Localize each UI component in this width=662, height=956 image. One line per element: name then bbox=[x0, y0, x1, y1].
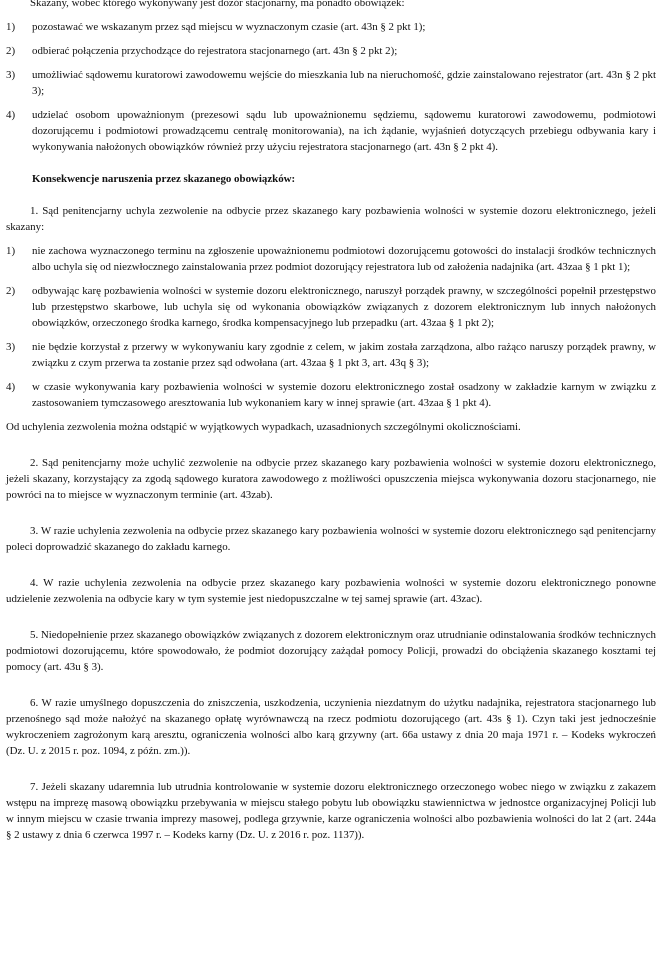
item-number: 4) bbox=[6, 109, 16, 121]
intro-paragraph: Skazany, wobec którego wykonywany jest dozór stacjonarny, ma ponadto obowiązek: bbox=[30, 0, 405, 9]
obligation-item-3 bbox=[6, 67, 656, 99]
paragraph-7: 7. Jeżeli skazany udaremnia lub utrudnia kontrolowanie w systemie dozoru elektronicznego orzeczonego wobec niego w związku z zakazem wstępu na imprezę masową obowiązku przebywania w miejscu stałego pobytu lub obowiązku stawiennictwa w jednostce organizacyjnej Policji lub w innym miejscu w czasie trwania imprezy masowej, podlega grzywnie, karze ograniczenia wolności albo pozbawienia wolności do lat 2 (art. 244a § 2 ustawy z dnia 6 czerwca 1997 r. – Kodeks karny (Dz. U. z 2016 r. poz. 1137)). bbox=[6, 781, 656, 841]
item-text: odbierać połączenia przychodzące do rejestratora stacjonarnego (art. 43n § 2 pkt 2); bbox=[32, 45, 398, 57]
item-text: nie zachowa wyznaczonego terminu na zgłoszenie upoważnionemu podmiotowi dozorującemu gotowości do instalacji środków technicznych albo uchyla się od niezwłocznego zainstalowania przez podmiot dozorujący rejestratora lub od założenia nadajnika (art. 43zaa § 1 pkt 1); bbox=[32, 245, 656, 273]
item-text: pozostawać we wskazanym przez sąd miejscu w wyznaczonym czasie (art. 43n § 2 pkt 1); bbox=[32, 21, 426, 33]
item-number: 4) bbox=[6, 381, 16, 393]
paragraph-4: 4. W razie uchylenia zezwolenia na odbycie przez skazanego kary pozbawienia wolności w systemie dozoru elektronicznego ponowne udzielenie zezwolenia na odbycie kary w tym systemie jest niedopuszczalne w tej samej sprawie (art. 43zac). bbox=[6, 577, 656, 605]
paragraph-1-intro: 1. Sąd penitencjarny uchyla zezwolenie na odbycie przez skazanego kary pozbawienia wolności w systemie dozoru elektronicznego, jeżeli skazany: bbox=[6, 205, 656, 233]
paragraph-6: 6. W razie umyślnego dopuszczenia do zniszczenia, uszkodzenia, uczynienia niezdatnym do użytku nadajnika, rejestratora stacjonarnego lub przenośnego sąd może nałożyć na skazanego opłatę wyrównawczą na rzecz podmiotu dozorującego (art. 43s § 1). Czyn taki jest jednocześnie wykroczeniem zagrożonym karą aresztu, ograniczenia wolności albo karą grzywny (art. 66a ustawy z dnia 20 maja 1971 r. – Kodeks wykroczeń (Dz. U. z 2015 r. poz. 1094, z późn. zm.)). bbox=[6, 697, 656, 757]
item-number: 1) bbox=[6, 21, 16, 33]
revocation-item-1 bbox=[6, 243, 656, 275]
paragraph-2: 2. Sąd penitencjarny może uchylić zezwolenie na odbycie przez skazanego kary pozbawienia wolności w systemie dozoru elektronicznego, jeżeli skazany, korzystający za zgodą sądowego kuratora zawodowego z możliwości opuszczenia miejsca wykonywania dozoru stacjonarnego, nie powróci na to miejsce w wyznaczonym terminie (art. 43zab). bbox=[6, 457, 656, 501]
revocation-item-2 bbox=[6, 283, 656, 331]
item-number: 2) bbox=[6, 45, 16, 57]
revocation-item-3 bbox=[6, 339, 656, 371]
item-text: odbywając karę pozbawienia wolności w systemie dozoru elektronicznego, naruszył porządek prawny, w szczególności popełnił przestępstwo lub przestępstwo skarbowe, lub uchyla się od wykonania obowiązków związanych z dozorem elektronicznym lub innych nałożonych obowiązków, orzeczonego środka karnego, środka kompensacyjnego lub przepadku (art. 43zaa § 1 pkt 2); bbox=[32, 285, 656, 329]
exception-paragraph: Od uchylenia zezwolenia można odstąpić w wyjątkowych wypadkach, uzasadnionych szczególnymi okolicznościami. bbox=[6, 421, 521, 433]
obligation-item-2 bbox=[6, 43, 656, 59]
item-text: nie będzie korzystał z przerwy w wykonywaniu kary zgodnie z celem, w jakim została zarządzona, albo rażąco naruszy porządek prawny, w związku z czym przerwa ta zostanie przez sąd odwołana (art. 43zaa § 1 pkt 3, art. 43q § 3); bbox=[32, 341, 656, 369]
item-number: 3) bbox=[6, 341, 16, 353]
obligation-item-1 bbox=[6, 19, 656, 35]
item-number: 2) bbox=[6, 285, 16, 297]
paragraph-5: 5. Niedopełnienie przez skazanego obowiązków związanych z dozorem elektronicznym oraz utrudnianie odinstalowania środków technicznych podmiotowi dozorującemu, które spowodowało, że podmiot dozorujący zażądał pomocy Policji, prowadzi do obciążenia skazanego kosztami tej pomocy (art. 43u § 3). bbox=[6, 629, 656, 673]
item-text: umożliwiać sądowemu kuratorowi zawodowemu wejście do mieszkania lub na nieruchomość, gdzie zainstalowano rejestrator (art. 43n § 2 pkt 3); bbox=[32, 69, 656, 97]
section-heading: Konsekwencje naruszenia przez skazanego obowiązków: bbox=[32, 173, 296, 185]
paragraph-3: 3. W razie uchylenia zezwolenia na odbycie przez skazanego kary pozbawienia wolności w systemie dozoru elektronicznego sąd penitencjarny poleci doprowadzić skazanego do zakładu karnego. bbox=[6, 525, 656, 553]
item-text: udzielać osobom upoważnionym (prezesowi sądu lub upoważnionemu sędziemu, sądowemu kuratorowi zawodowemu, podmiotowi dozorującemu i podmiotowi prowadzącemu centralę monitorowania), na ich żądanie, wyjaśnień dotyczących przebiegu odbywania kary i wykonywania nałożonych obowiązków również przy użyciu rejestratora stacjonarnego (art. 43n § 2 pkt 4). bbox=[32, 109, 656, 153]
revocation-item-4 bbox=[6, 379, 656, 411]
obligation-item-4 bbox=[6, 107, 656, 155]
item-text: w czasie wykonywania kary pozbawienia wolności w systemie dozoru elektronicznego został osadzony w zakładzie karnym w związku z zastosowaniem tymczasowego aresztowania lub wykonaniem kary w innej sprawie (art. 43zaa § 1 pkt 4). bbox=[32, 381, 656, 409]
item-number: 3) bbox=[6, 69, 16, 81]
item-number: 1) bbox=[6, 245, 16, 257]
document-page bbox=[6, 0, 656, 843]
